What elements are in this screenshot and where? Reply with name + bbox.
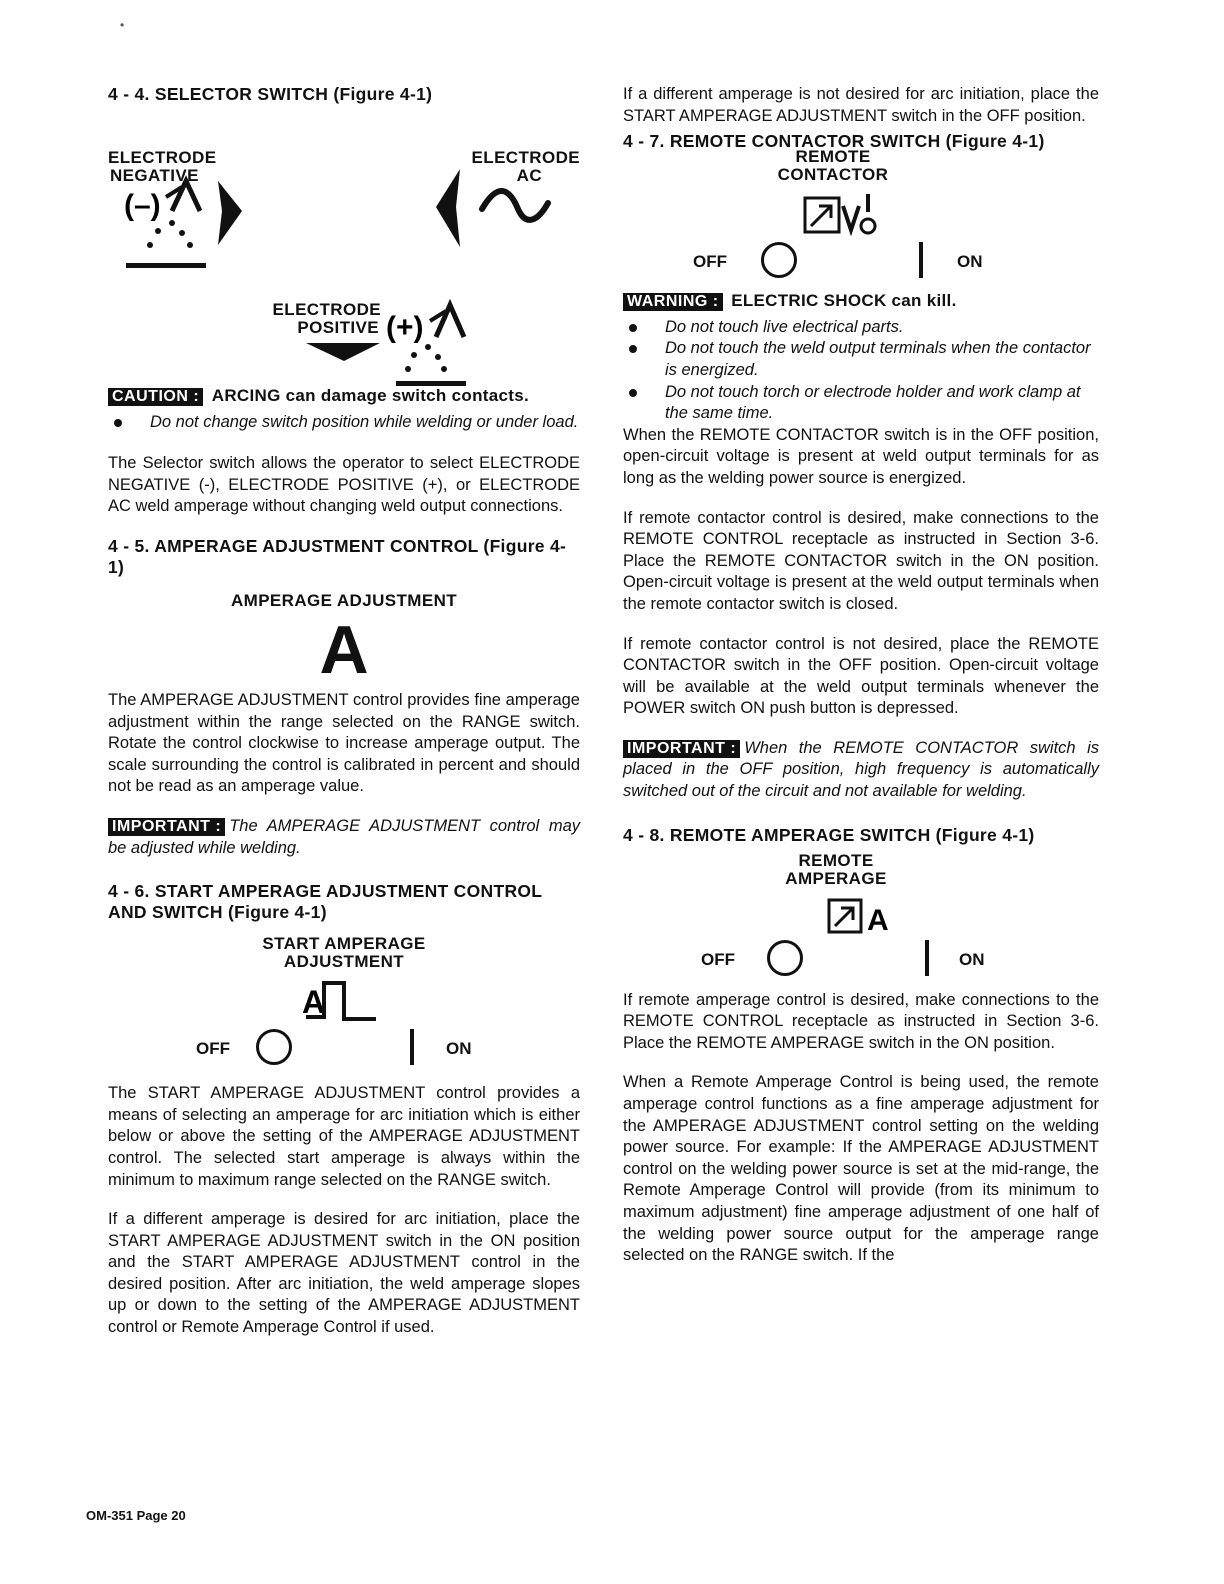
caution-notice xyxy=(108,385,580,408)
bullet-icon xyxy=(629,345,637,353)
remote-amperage-label xyxy=(623,852,1099,888)
start-amperage-icon xyxy=(302,977,382,1027)
important-text: The AMPERAGE ADJUSTMENT control may be adjusted while welding. xyxy=(108,816,580,857)
remote-contactor-paragraph-2: If remote contactor control is desired, make connections to the REMOTE CONTROL receptacle as instructed in Section 3-6. Place the REMOTE CONTACTOR switch in the ON position. Open-circuit voltage is present at the weld output terminals when the remote contactor switch is closed. xyxy=(623,508,1099,613)
list-item xyxy=(623,317,1099,339)
start-amperage-paragraph-1: The START AMPERAGE ADJUSTMENT control provides a means of selecting an amperage for arc initiation which is either below or above the setting of the AMPERAGE ADJUSTMENT control. The selected start amperage is always within the minimum to maximum range selected on the RANGE switch. xyxy=(108,1084,580,1189)
remote-contactor-paragraph-3: If remote contactor control is not desired, place the REMOTE CONTACTOR switch in the OFF position. Open-circuit voltage will be available at the weld output terminals whenever the POWER switch ON push button is depressed. xyxy=(623,634,1099,718)
start-amperage-label xyxy=(108,935,580,971)
section-4-8-title: 4 - 8. REMOTE AMPERAGE SWITCH (Figure 4-1) xyxy=(623,824,1035,845)
switch-on-icon[interactable] xyxy=(410,1029,414,1065)
section-4-4-title: 4 - 4. SELECTOR SWITCH (Figure 4-1) xyxy=(108,84,433,104)
remote-contactor-paragraph-1: When the REMOTE CONTACTOR switch is in the OFF position, open-circuit voltage is present at weld output terminals for as long as the welding power source is energized. xyxy=(623,425,1099,487)
remote-contactor-label xyxy=(623,148,1099,184)
caution-bullets xyxy=(108,412,580,434)
caution-lead: ARCING can damage switch contacts. xyxy=(211,386,529,405)
svg-text:(+): (+) xyxy=(386,311,424,344)
switch-off-icon[interactable] xyxy=(761,242,797,278)
amperage-important-note xyxy=(108,816,580,859)
remote-amperage-symbol: A xyxy=(867,903,889,937)
start-amperage-switch[interactable] xyxy=(108,1027,580,1069)
contactor-label-line1: REMOTE xyxy=(795,147,871,167)
ac-label-line2: AC xyxy=(516,166,542,185)
start-amperage-paragraph-2: If a different amperage is desired for arc initiation, place the START AMPERAGE ADJUSTMENT switch in the ON position and the START AMPERAGE ADJUSTMENT control in the desired position. After arc initiation, the weld amperage slopes up or down to the setting of the AMPERAGE ADJUSTMENT control or Remote Amperage Control if used. xyxy=(108,1210,580,1337)
bullet-text: Do not touch the weld output terminals when the contactor is energized. xyxy=(665,339,1091,379)
section-4-5-title: 4 - 5. AMPERAGE ADJUSTMENT CONTROL (Figure 4-1) xyxy=(108,535,567,577)
amperage-adjustment-paragraph: The AMPERAGE ADJUSTMENT control provides fine amperage adjustment within the range selected on the RANGE switch. Rotate the control clockwise to increase amperage output. The scale surrounding the control is calibrated in percent and should not be read as an amperage value. xyxy=(108,690,580,796)
ep-label-line1: ELECTRODE xyxy=(272,300,381,319)
switch-on-label: ON xyxy=(446,1039,472,1059)
contactor-label-line2: CONTACTOR xyxy=(777,165,889,185)
ep-label-line2: POSITIVE xyxy=(297,318,379,337)
list-item xyxy=(623,382,1099,425)
switch-off-label: OFF xyxy=(196,1039,230,1059)
amperage-adjustment-label: AMPERAGE ADJUSTMENT xyxy=(230,590,458,610)
switch-off-label: OFF xyxy=(693,252,727,272)
start-amperage-symbol: A xyxy=(302,984,326,1021)
svg-text:(–): (–) xyxy=(124,189,161,222)
ac-label-line1: ELECTRODE xyxy=(471,148,580,167)
amperage-a-icon: A xyxy=(319,611,369,688)
scan-speck: • xyxy=(120,18,125,32)
en-label-line2: NEGATIVE xyxy=(110,166,199,185)
important-badge: IMPORTANT : xyxy=(623,740,740,758)
section-4-7-title: 4 - 7. REMOTE CONTACTOR SWITCH (Figure 4-1) xyxy=(623,131,1045,152)
remote-contactor-switch[interactable] xyxy=(623,240,1099,282)
remote-contactor-icon xyxy=(803,194,893,240)
selector-switch-paragraph: The Selector switch allows the operator to select ELECTRODE NEGATIVE (-), ELECTRODE POSITIVE (+), or ELECTRODE AC weld amperage without changing weld output connections. xyxy=(108,454,580,516)
section-4-6-title: 4 - 6. START AMPERAGE ADJUSTMENT CONTROL AND SWITCH (Figure 4-1) xyxy=(108,881,542,923)
remote-amperage-icon xyxy=(827,896,907,938)
electrode-ac-icon xyxy=(434,163,554,253)
switch-on-icon[interactable] xyxy=(925,940,929,976)
switch-on-label: ON xyxy=(959,949,985,969)
start-label-line2: ADJUSTMENT xyxy=(283,952,405,972)
start-amperage-paragraph-3: If a different amperage is not desired for arc initiation, place the START AMPERAGE ADJUSTMENT switch in the OFF position. xyxy=(623,85,1099,125)
electrode-positive-icon xyxy=(304,295,474,387)
electrode-negative-icon xyxy=(122,167,248,275)
caution-badge: CAUTION : xyxy=(108,388,203,406)
bullet-icon xyxy=(629,324,637,332)
important-badge: IMPORTANT : xyxy=(108,818,225,836)
warning-notice xyxy=(623,290,1099,313)
switch-off-label: OFF xyxy=(701,949,735,969)
amperage-label-line1: REMOTE xyxy=(798,850,874,870)
left-column xyxy=(108,84,580,1357)
selector-switch-figure xyxy=(108,111,580,379)
remote-amperage-switch[interactable] xyxy=(623,938,1099,980)
page-footer: OM-351 Page 20 xyxy=(86,1508,186,1523)
switch-off-icon[interactable] xyxy=(767,940,803,976)
list-item xyxy=(108,412,580,434)
warning-lead: ELECTRIC SHOCK can kill. xyxy=(731,291,957,311)
bullet-text: Do not touch live electrical parts. xyxy=(665,317,904,336)
important-text: When the REMOTE CONTACTOR switch is placed in the OFF position, high frequency is automatically switched out of the circuit and not available for welding. xyxy=(623,738,1099,801)
remote-amperage-icon-wrap xyxy=(623,888,1099,938)
remote-contactor-icon-wrap xyxy=(623,184,1099,240)
right-column xyxy=(623,84,1099,1285)
contactor-important-note xyxy=(623,738,1099,803)
bullet-text: Do not touch torch or electrode holder and work clamp at the same time. xyxy=(665,382,1081,423)
start-amperage-icon-wrap xyxy=(108,971,580,1027)
bullet-icon xyxy=(629,389,637,397)
bullet-icon xyxy=(114,419,122,427)
remote-amperage-paragraph-2: When a Remote Amperage Control is being used, the remote amperage control functions as a fine amperage adjustment for the AMPERAGE ADJUSTMENT control setting on the welding power source. For example: If the AMPERAGE ADJUSTMENT control on the welding power source is set at the mid-range, the Remote Amperage Control will provide (from its minimum to maximum adjustment) fine amperage adjustment of one half of the welding power source output for the amperage range selected on the RANGE switch. If the xyxy=(623,1073,1099,1265)
en-label-line1: ELECTRODE xyxy=(108,148,217,167)
start-label-line1: START AMPERAGE xyxy=(262,934,426,954)
list-item xyxy=(623,338,1099,381)
switch-off-icon[interactable] xyxy=(256,1029,292,1065)
bullet-text: Do not change switch position while welding or under load. xyxy=(150,412,579,431)
switch-on-icon[interactable] xyxy=(919,242,923,278)
warning-badge: WARNING : xyxy=(623,293,723,311)
switch-on-label: ON xyxy=(957,252,983,272)
warning-bullets xyxy=(623,317,1099,425)
remote-amperage-paragraph-1: If remote amperage control is desired, make connections to the REMOTE CONTROL receptacle as instructed in Section 3-6. Place the REMOTE AMPERAGE switch in the ON position. xyxy=(623,990,1099,1052)
amperage-label-line2: AMPERAGE xyxy=(785,868,887,888)
